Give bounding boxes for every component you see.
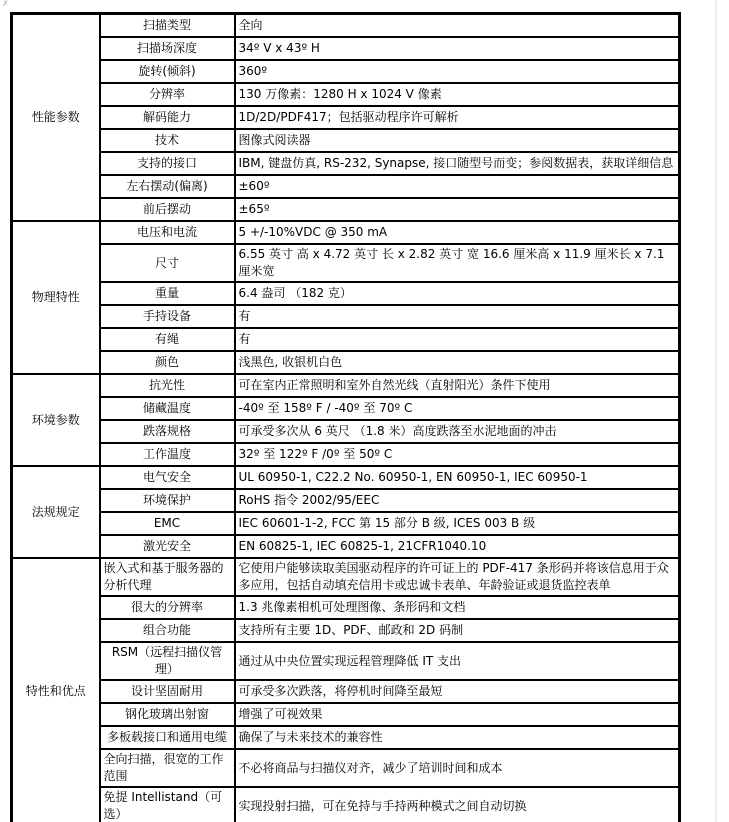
spec-value-cell: 不必将商品与扫描仪对齐，减少了培训时间和成本 xyxy=(235,749,680,787)
table-row xyxy=(12,489,680,512)
spec-value-cell: 1D/2D/PDF417；包括驱动程序许可解析 xyxy=(235,106,680,129)
table-row xyxy=(12,466,680,489)
table-row xyxy=(12,221,680,244)
spec-label-cell: 组合功能 xyxy=(100,619,235,642)
table-row xyxy=(12,152,680,175)
category-cell: 性能参数 xyxy=(12,14,100,222)
spec-label-cell: 钢化玻璃出射窗 xyxy=(100,703,235,726)
spec-value-cell: 6.4 盎司 （182 克） xyxy=(235,282,680,305)
spec-label-cell: 有绳 xyxy=(100,328,235,351)
table-row xyxy=(12,175,680,198)
category-cell: 环境参数 xyxy=(12,374,100,466)
spec-label-cell: 嵌入式和基于服务器的分析代理 xyxy=(100,558,235,596)
spec-label-cell: 工作温度 xyxy=(100,443,235,466)
spec-value-cell: 实现投射扫描，可在免持与手持两种模式之间自动切换 xyxy=(235,787,680,822)
table-row xyxy=(12,619,680,642)
section-physical xyxy=(12,221,680,374)
spec-value-cell: EN 60825-1, IEC 60825-1, 21CFR1040.10 xyxy=(235,535,680,558)
spec-value-cell: 1.3 兆像素相机可处理图像、条形码和文档 xyxy=(235,596,680,619)
table-row xyxy=(12,244,680,282)
spec-value-cell: 360º xyxy=(235,60,680,83)
spec-label-cell: 电压和电流 xyxy=(100,221,235,244)
spec-label-cell: 激光安全 xyxy=(100,535,235,558)
spec-label-cell: 多板载接口和通用电缆 xyxy=(100,726,235,749)
spec-value-cell: 可在室内正常照明和室外自然光线（直射阳光）条件下使用 xyxy=(235,374,680,397)
table-row xyxy=(12,596,680,619)
spec-label-cell: 支持的接口 xyxy=(100,152,235,175)
spec-value-cell: ±65º xyxy=(235,198,680,221)
spec-value-cell: RoHS 指令 2002/95/EEC xyxy=(235,489,680,512)
product-spec-table xyxy=(10,12,681,822)
spec-value-cell: 浅黑色, 收银机白色 xyxy=(235,351,680,374)
table-row xyxy=(12,535,680,558)
table-row xyxy=(12,703,680,726)
table-row xyxy=(12,83,680,106)
table-row xyxy=(12,328,680,351)
spec-value-cell: IEC 60601-1-2, FCC 第 15 部分 B 级, ICES 003 B 级 xyxy=(235,512,680,535)
page-edge-line xyxy=(715,0,717,822)
spec-label-cell: 技术 xyxy=(100,129,235,152)
spec-label-cell: 电气安全 xyxy=(100,466,235,489)
spec-label-cell: 前后摆动 xyxy=(100,198,235,221)
spec-label-cell: 分辨率 xyxy=(100,83,235,106)
spec-label-cell: 手持设备 xyxy=(100,305,235,328)
table-row xyxy=(12,420,680,443)
spec-label-cell: 抗光性 xyxy=(100,374,235,397)
spec-value-cell: UL 60950-1, C22.2 No. 60950-1, EN 60950-1, IEC 60950-1 xyxy=(235,466,680,489)
spec-value-cell: 可承受多次从 6 英尺 （1.8 米）高度跌落至水泥地面的冲击 xyxy=(235,420,680,443)
section-environment xyxy=(12,374,680,466)
table-row xyxy=(12,680,680,703)
spec-value-cell: 6.55 英寸 高 x 4.72 英寸 长 x 2.82 英寸 宽 16.6 厘米高 x 11.9 厘米长 x 7.1 厘米宽 xyxy=(235,244,680,282)
spec-value-cell: 有 xyxy=(235,305,680,328)
spec-value-cell: 通过从中央位置实现远程管理降低 IT 支出 xyxy=(235,642,680,680)
spec-label-cell: 尺寸 xyxy=(100,244,235,282)
spec-label-cell: 免提 Intellistand（可选） xyxy=(100,787,235,822)
spec-value-cell: 增强了可视效果 xyxy=(235,703,680,726)
spec-label-cell: 重量 xyxy=(100,282,235,305)
table-row xyxy=(12,558,680,596)
spec-label-cell: 颜色 xyxy=(100,351,235,374)
spec-value-cell: IBM, 键盘仿真, RS-232, Synapse, 接口随型号而变；参阅数据表，获取详细信息 xyxy=(235,152,680,175)
broken-image-artifact: ✗ xyxy=(2,0,9,8)
spec-label-cell: RSM（远程扫描仪管理） xyxy=(100,642,235,680)
table-row xyxy=(12,305,680,328)
table-row xyxy=(12,14,680,38)
spec-label-cell: EMC xyxy=(100,512,235,535)
category-cell: 特性和优点 xyxy=(12,558,100,822)
table-row xyxy=(12,787,680,822)
spec-label-cell: 扫描场深度 xyxy=(100,37,235,60)
spec-value-cell: 34º V x 43º H xyxy=(235,37,680,60)
category-cell: 法规规定 xyxy=(12,466,100,558)
spec-value-cell: 可承受多次跌落，将停机时间降至最短 xyxy=(235,680,680,703)
table-row xyxy=(12,512,680,535)
spec-label-cell: 环境保护 xyxy=(100,489,235,512)
spec-value-cell: 5 +/-10%VDC @ 350 mA xyxy=(235,221,680,244)
spec-label-cell: 左右摆动(偏离) xyxy=(100,175,235,198)
table-row xyxy=(12,282,680,305)
spec-value-cell: -40º 至 158º F / -40º 至 70º C xyxy=(235,397,680,420)
spec-value-cell: 有 xyxy=(235,328,680,351)
spec-value-cell: 图像式阅读器 xyxy=(235,129,680,152)
spec-label-cell: 解码能力 xyxy=(100,106,235,129)
spec-value-cell: 130 万像素：1280 H x 1024 V 像素 xyxy=(235,83,680,106)
table-row xyxy=(12,726,680,749)
section-features xyxy=(12,558,680,822)
table-row xyxy=(12,443,680,466)
spec-value-cell: 支持所有主要 1D、PDF、邮政和 2D 码制 xyxy=(235,619,680,642)
spec-label-cell: 扫描类型 xyxy=(100,14,235,38)
table-row xyxy=(12,60,680,83)
spec-value-cell: 它使用户能够读取美国驱动程序的许可证上的 PDF-417 条形码并将该信息用于众多应用，包括自动填充信用卡或忠诚卡表单、年龄验证或退货监控表单 xyxy=(235,558,680,596)
spec-label-cell: 储藏温度 xyxy=(100,397,235,420)
spec-label-cell: 旋转(倾斜) xyxy=(100,60,235,83)
spec-value-cell: 32º 至 122º F /0º 至 50º C xyxy=(235,443,680,466)
category-cell: 物理特性 xyxy=(12,221,100,374)
spec-label-cell: 全向扫描，很宽的工作范围 xyxy=(100,749,235,787)
table-row xyxy=(12,106,680,129)
table-row xyxy=(12,642,680,680)
spec-value-cell: 确保了与未来技术的兼容性 xyxy=(235,726,680,749)
spec-label-cell: 设计坚固耐用 xyxy=(100,680,235,703)
table-row xyxy=(12,351,680,374)
spec-label-cell: 跌落规格 xyxy=(100,420,235,443)
table-row xyxy=(12,374,680,397)
table-row xyxy=(12,397,680,420)
section-performance xyxy=(12,14,680,222)
table-row xyxy=(12,37,680,60)
section-regulatory xyxy=(12,466,680,558)
spec-value-cell: ±60º xyxy=(235,175,680,198)
spec-label-cell: 很大的分辨率 xyxy=(100,596,235,619)
table-row xyxy=(12,749,680,787)
table-row xyxy=(12,129,680,152)
table-row xyxy=(12,198,680,221)
spec-value-cell: 全向 xyxy=(235,14,680,38)
